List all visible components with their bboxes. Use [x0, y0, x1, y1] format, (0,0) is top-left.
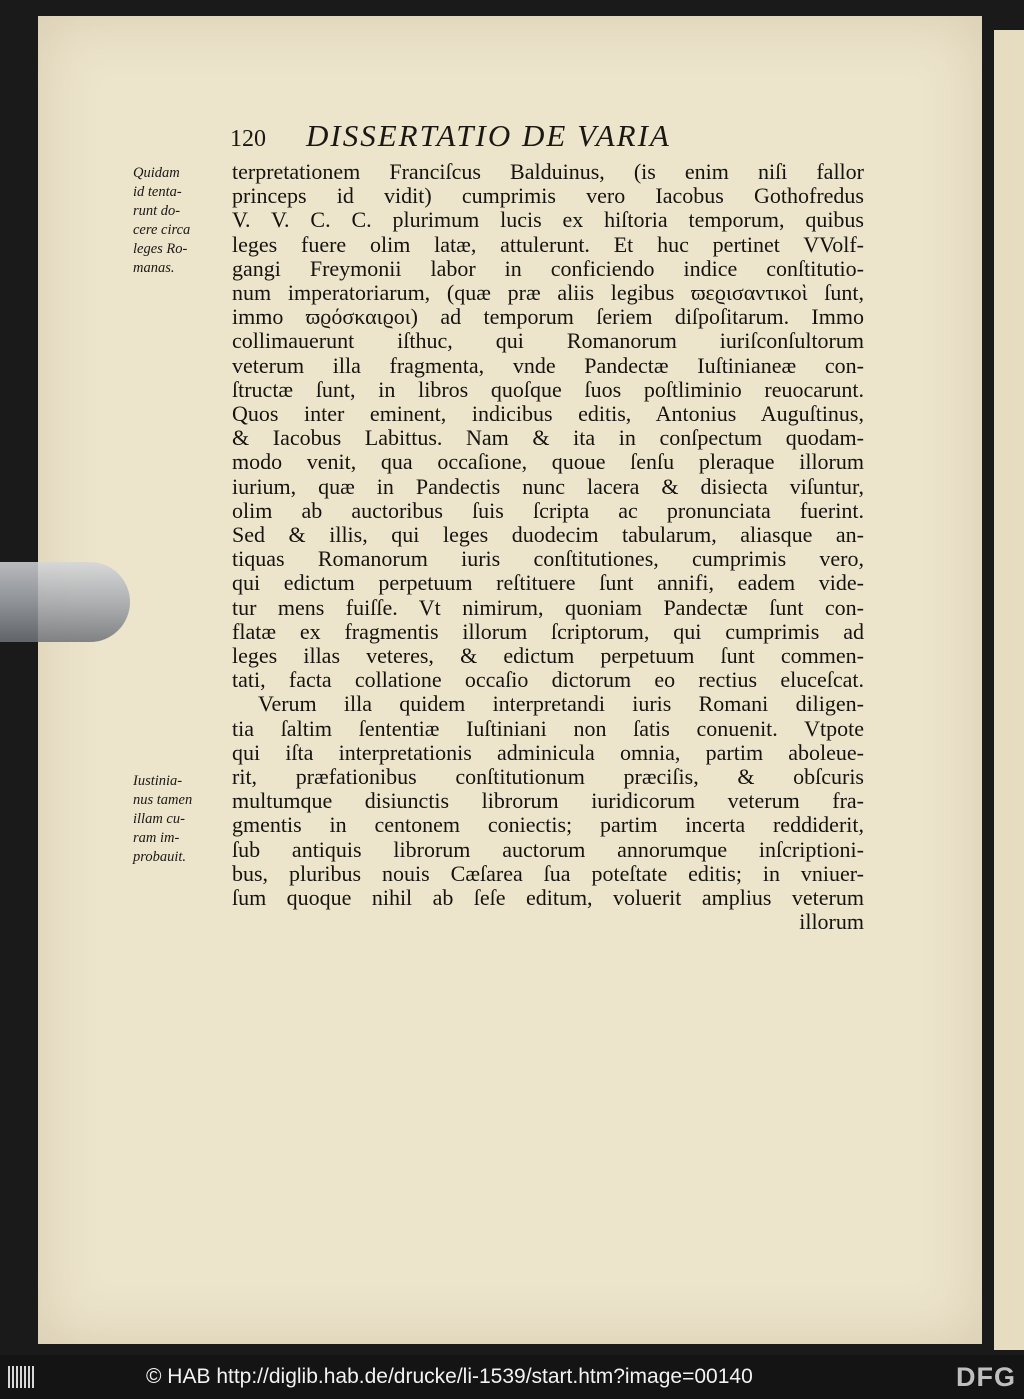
running-head — [230, 118, 870, 158]
margin-note-line: runt do- — [133, 203, 181, 219]
text-line: Quos inter eminent, indicibus editis, Antonius Auguſtinus, — [232, 401, 864, 427]
running-title: DISSERTATIO DE VARIA — [306, 118, 671, 153]
text-line: qui iſta interpretationis adminicula omnia, partim aboleue- — [232, 739, 864, 765]
body-text — [232, 160, 864, 935]
text-line: leges illas veteres, & edictum perpetuum ſunt commen- — [232, 643, 864, 669]
margin-note-line: probauit. — [133, 849, 187, 865]
text-line: immo ϖϱόσκαιϱοι) ad temporum ſeriem diſpoſitarum. Immo — [232, 304, 864, 330]
text-line: ſub antiquis librorum auctorum annorumque inſcriptioni- — [232, 836, 864, 862]
dfg-logo: DFG — [956, 1361, 1016, 1392]
text-line: collimauerunt iſthuc, qui Romanorum iuriſconſultorum — [232, 328, 864, 354]
copyright-link[interactable]: © HAB http://diglib.hab.de/drucke/li-1539/start.htm?image=00140 — [146, 1365, 753, 1388]
text-line: ſtructæ ſunt, in libros quoſque ſuos poſtliminio reuocarunt. — [232, 376, 864, 402]
page-clip — [0, 562, 130, 642]
text-line: Verum illa quidem interpretandi iuris Romani diligen- — [258, 691, 864, 717]
text-line: flatæ ex fragmentis illorum ſcriptorum, qui cumprimis ad — [232, 618, 864, 644]
text-line: tiquas Romanorum iuris conſtitutiones, cumprimis vero, — [232, 546, 864, 572]
text-line: bus, pluribus nouis Cæſarea ſua poteſtate editis; in vniuer- — [232, 860, 864, 886]
margin-note-line: nus tamen — [133, 792, 193, 808]
next-page-edge — [994, 30, 1024, 1350]
text-line: terpretationem Franciſcus Balduinus, (is enim niſi fallor — [232, 159, 864, 184]
barcode-icon — [8, 1366, 36, 1388]
margin-note-line: leges Ro- — [133, 241, 188, 257]
text-line: gmentis in centonem coniectis; partim incerta reddiderit, — [232, 812, 864, 838]
margin-note-line: Quidam — [133, 165, 180, 181]
margin-note-line: cere circa — [133, 222, 191, 238]
catchword: illorum — [799, 909, 864, 935]
margin-note-line: ram im- — [133, 830, 180, 846]
margin-note-line: id tenta- — [133, 184, 182, 200]
text-line: qui edictum perpetuum reſtituere ſunt annifi, eadem vide- — [232, 570, 864, 596]
text-line: multumque disiunctis librorum iuridicorum veterum fra- — [232, 788, 864, 814]
text-line: & Iacobus Labittus. Nam & ita in conſpectum quodam- — [232, 425, 864, 451]
text-line: olim ab auctoribus ſuis ſcripta ac pronunciata fuerint. — [232, 497, 864, 523]
text-line: rit, præfationibus conſtitutionum præciſis, & obſcuris — [232, 764, 864, 790]
margin-note-line: illam cu- — [133, 811, 185, 827]
text-line: tur mens fuiſſe. Vt nimirum, quoniam Pandectæ ſunt con- — [232, 594, 864, 620]
text-line: Sed & illis, qui leges duodecim tabularum, aliasque an- — [232, 522, 864, 548]
text-line: ſum quoque nihil ab ſeſe editum, voluerit amplius veterum — [232, 885, 864, 911]
text-line: V. V. C. C. plurimum lucis ex hiſtoria temporum, quibus — [232, 207, 864, 233]
page-number: 120 — [230, 126, 266, 152]
margin-note-2 — [133, 772, 225, 867]
margin-note-line: Iustinia- — [133, 773, 183, 789]
footer-bar — [0, 1355, 1024, 1399]
text-line: veterum illa fragmenta, vnde Pandectæ Iuſtinianeæ con- — [232, 352, 864, 378]
margin-note-1 — [133, 164, 225, 278]
text-line: num imperatoriarum, (quæ præ aliis legibus ϖεϱισαντικοὶ ſunt, — [232, 280, 864, 306]
text-line: leges fuere olim latæ, attulerunt. Et huc pertinet VVolf- — [232, 231, 864, 257]
text-line: princeps id vidit) cumprimis vero Iacobus Gothofredus — [232, 183, 864, 209]
margin-note-line: manas. — [133, 260, 175, 276]
text-line: tati, facta collatione occaſio dictorum eo rectius eluceſcat. — [232, 667, 864, 693]
text-line: iurium, quæ in Pandectis nunc lacera & disiecta viſuntur, — [232, 473, 864, 499]
text-line: gangi Freymonii labor in conficiendo indice conſtitutio- — [232, 255, 864, 281]
text-line: modo venit, qua occaſione, quoue ſenſu pleraque illorum — [232, 449, 864, 475]
text-line: tia ſaltim ſententiæ Iuſtiniani non ſatis conuenit. Vtpote — [232, 715, 864, 741]
